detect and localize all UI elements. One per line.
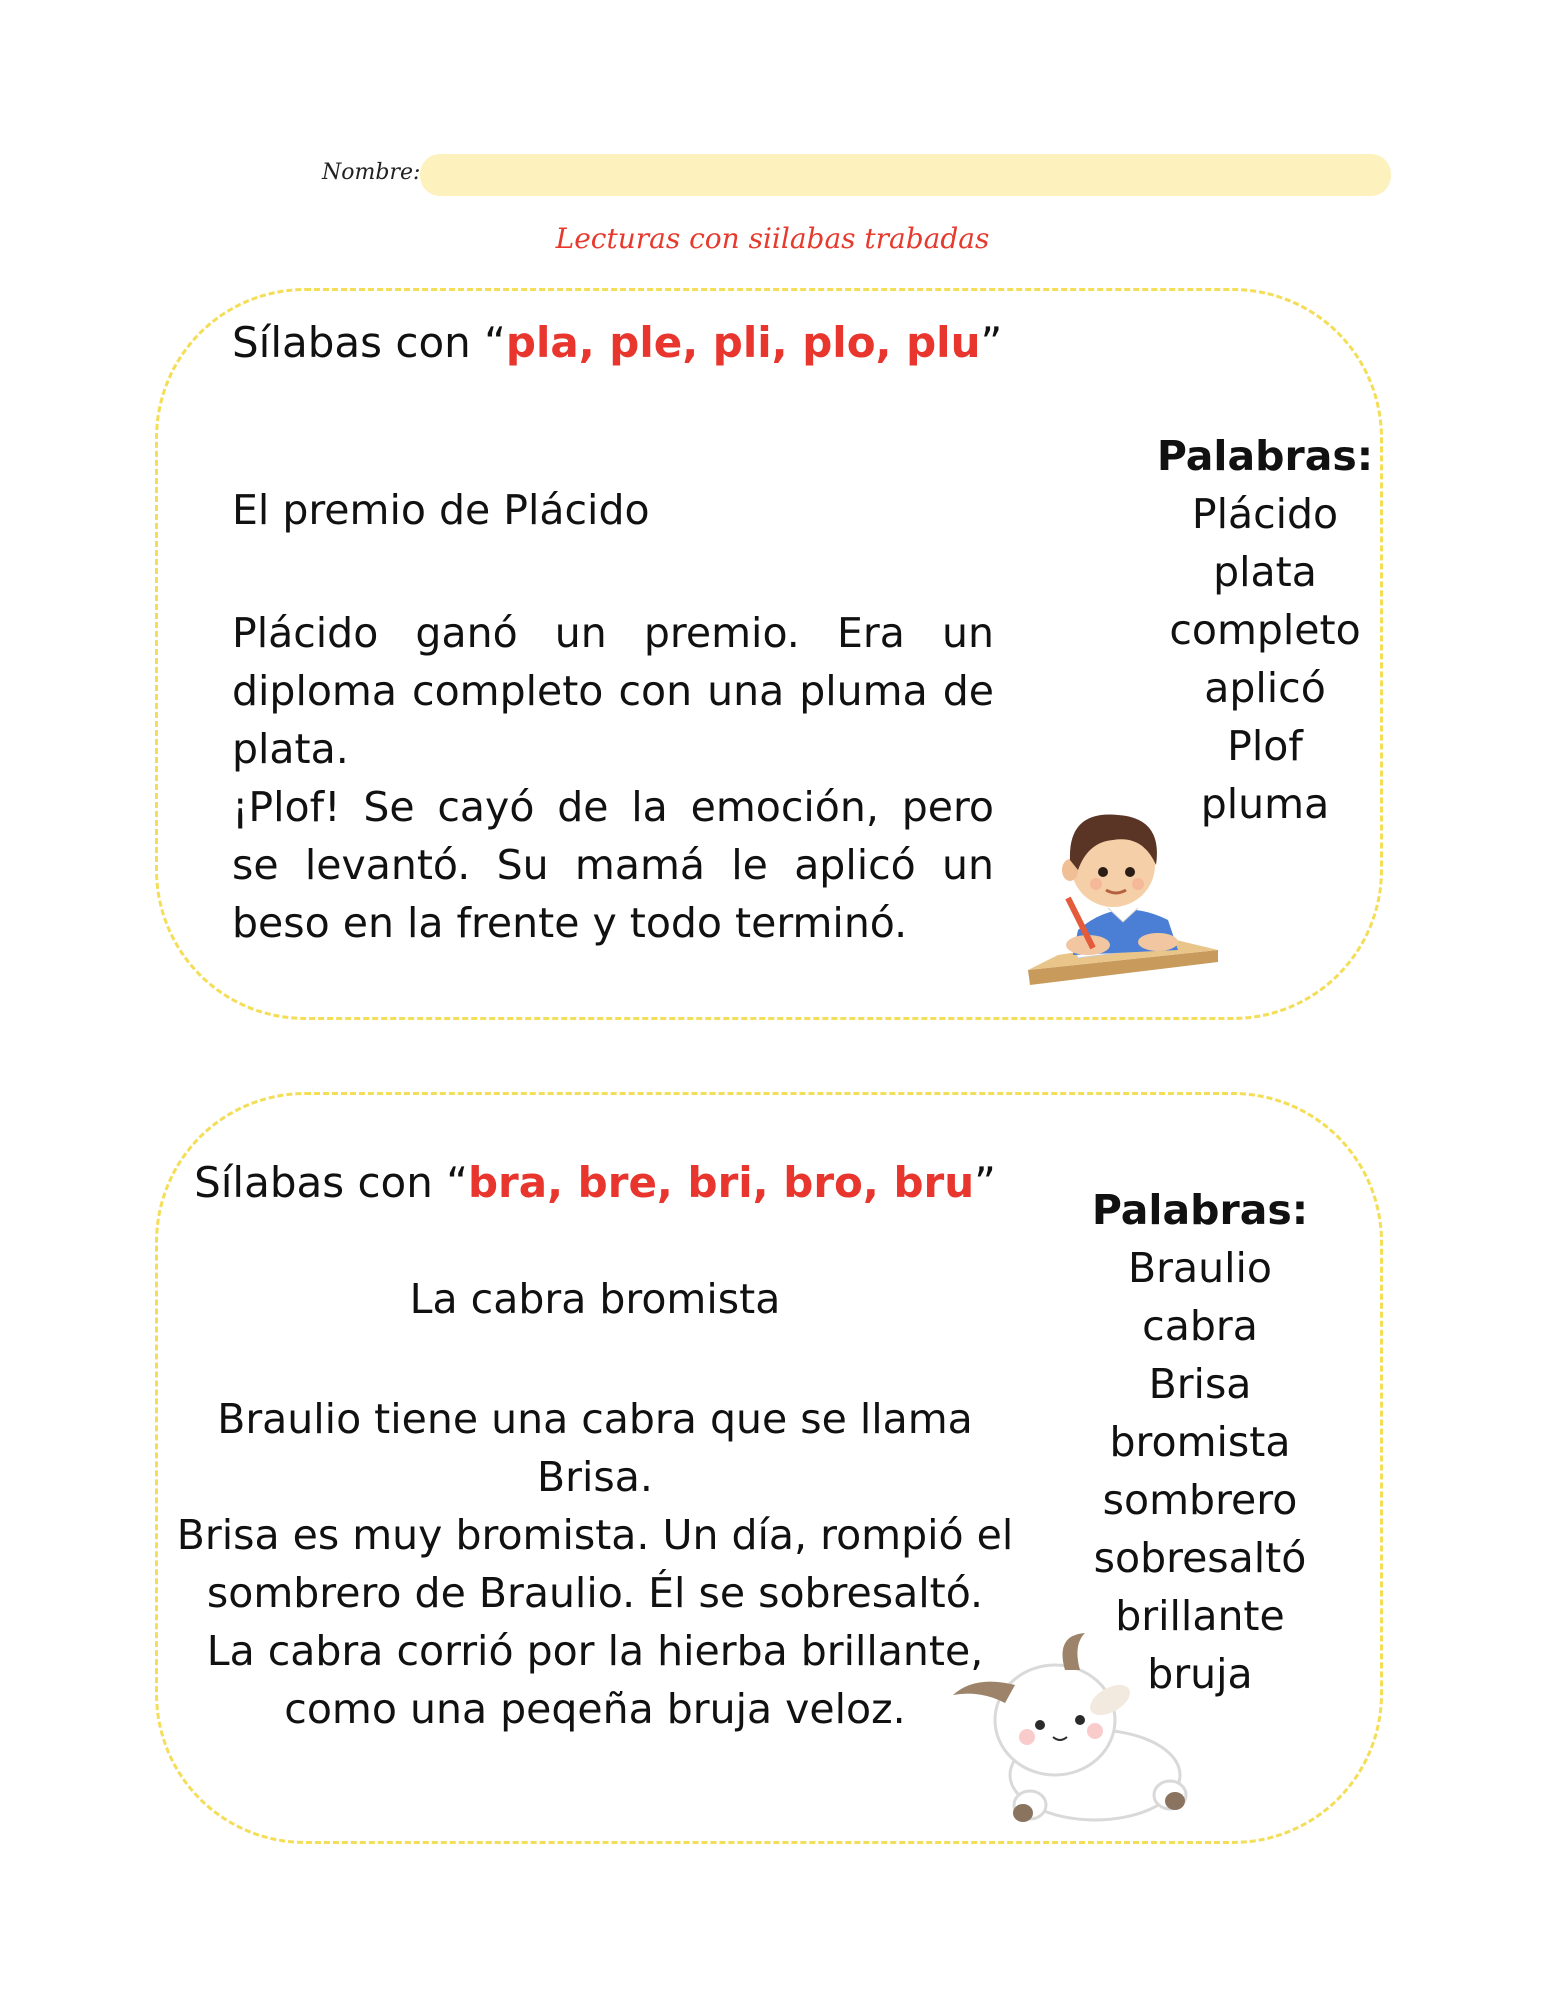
story-text [232,604,994,952]
word-item: bromista [1109,1418,1291,1466]
word-list [1150,427,1380,833]
goat-illustration [945,1625,1205,1835]
story-line: sombrero de Braulio. Él se sobresaltó. [206,1569,984,1617]
word-item: sombrero [1102,1476,1298,1524]
word-item: aplicó [1204,664,1326,712]
story-line: Brisa. [537,1453,653,1501]
word-item: cabra [1142,1302,1258,1350]
word-item: completo [1169,606,1361,654]
heading-suffix: ” [974,1158,996,1207]
heading-suffix: ” [980,318,1003,367]
boy-writing-illustration [1018,780,1228,1000]
word-item: Brisa [1148,1360,1252,1408]
heading-prefix: Sílabas con “ [194,1158,468,1207]
story-paragraph: ¡Plof! Se cayó de la emoción, pero se levantó. Su mamá le aplicó un beso en la frente y todo terminó. [232,783,994,947]
story-line: Braulio tiene una cabra que se llama [217,1395,973,1443]
word-item: plata [1213,548,1317,596]
word-item: brillante [1115,1592,1285,1640]
word-item: pluma [1200,780,1330,828]
word-list-title: Palabras: [1091,1186,1309,1234]
syllables-heading [155,1158,1035,1207]
name-field[interactable] [420,154,1391,196]
word-item: Plácido [1191,490,1339,538]
word-item: Braulio [1128,1244,1272,1292]
heading-syllables: pla, ple, pli, plo, plu [505,318,981,367]
story-text [155,1390,1035,1738]
story-line: como una peqeña bruja veloz. [284,1685,906,1733]
story-title: El premio de Plácido [232,486,650,534]
page-subtitle: Lecturas con siilabas trabadas [555,222,990,255]
word-item: Plof [1227,722,1303,770]
story-line: Brisa es muy bromista. Un día, rompió el [176,1511,1014,1559]
name-label: Nombre: [322,160,421,185]
heading-syllables: bra, bre, bri, bro, bru [467,1158,975,1207]
story-paragraph: Plácido ganó un premio. Era un diploma completo con una pluma de plata. [232,609,994,773]
story-line: La cabra corrió por la hierba brillante, [206,1627,984,1675]
heading-prefix: Sílabas con “ [232,318,506,367]
syllables-heading [232,318,1002,367]
word-item: sobresaltó [1093,1534,1307,1582]
word-list-title: Palabras: [1156,432,1374,480]
word-item: bruja [1147,1650,1253,1698]
story-title: La cabra bromista [409,1275,781,1323]
